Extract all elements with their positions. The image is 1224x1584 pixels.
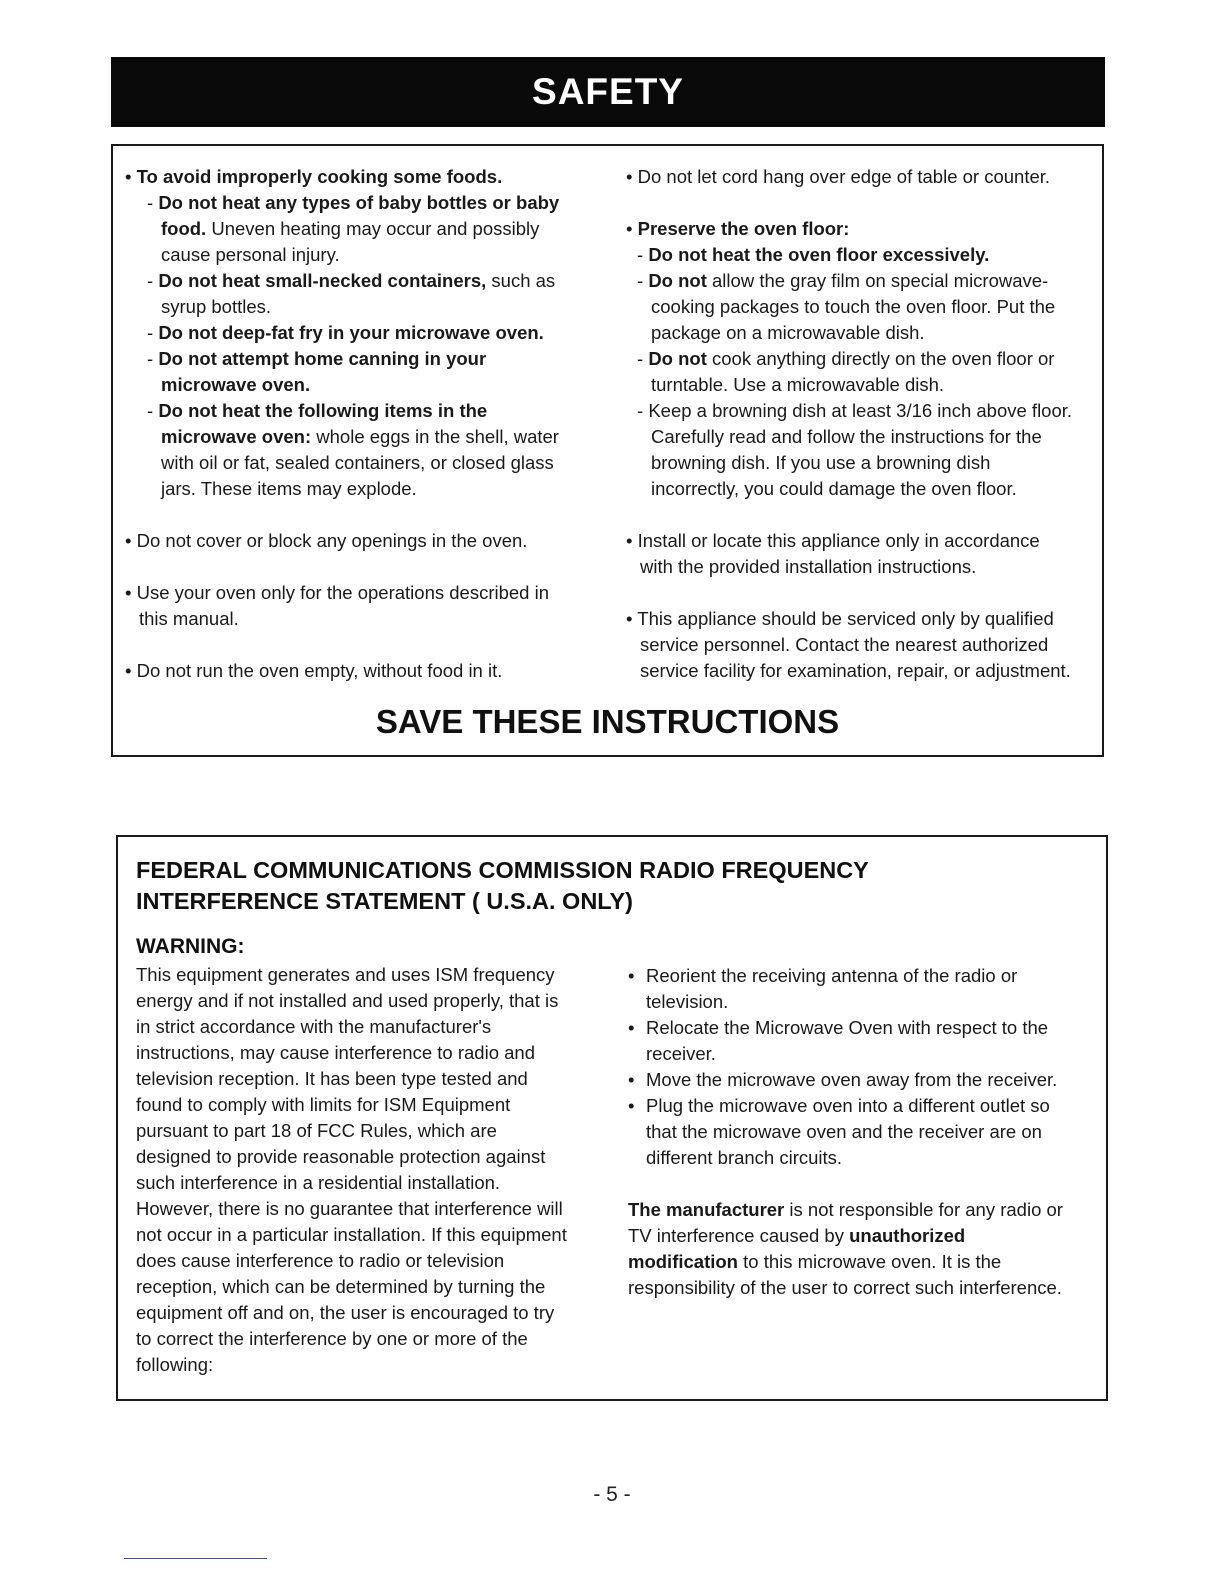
list-item: - Keep a browning dish at least 3/16 inch above floor. Carefully read and follow the instructions for the browning dish. If you use a browning dish incorrectly, you could damage the oven floor. <box>637 400 1073 499</box>
fcc-left-column: This equipment generates and uses ISM frequency energy and if not installed and used properly, that is in strict accordance with the manufacturer's instructions, may cause interference to radio and television reception. It has been type tested and found to comply with limits for ISM Equipment pursuant to part 18 of FCC Rules, which are designed to provide reasonable protection against such interference in a residential installation. However, there is no guarantee that interference will not occur in a particular installation. If this equipment does cause interference to radio or television reception, which can be determined by turning the equipment off and on, the user is encouraged to try to correct the interference by one or more of the following: <box>136 964 567 1375</box>
list-item: • Reorient the receiving antenna of the radio or television. <box>628 965 1018 1012</box>
list-item: - Do not heat small-necked containers, such as syrup bottles. <box>147 270 556 317</box>
list-item: • Preserve the oven floor: <box>626 218 850 239</box>
manufacturer-note: The manufacturer is not responsible for any radio or TV interference caused by unauthorized modification to this microwave oven. It is the responsibility of the user to correct such interference. <box>628 1199 1063 1298</box>
safety-banner: SAFETY <box>111 57 1105 127</box>
list-item: - Do not attempt home canning in your microwave oven. <box>147 348 487 395</box>
warning-heading: WARNING: <box>136 935 245 958</box>
list-item: • Do not run the oven empty, without food in it. <box>125 660 503 681</box>
list-item: • Relocate the Microwave Oven with respect to the receiver. <box>628 1017 1049 1064</box>
list-item: - Do not heat the following items in the microwave oven: whole eggs in the shell, water with oil or fat, sealed containers, or closed glass jars. These items may explode. <box>147 400 559 499</box>
list-item: - Do not deep-fat fry in your microwave oven. <box>147 322 544 343</box>
footer-rule <box>124 1558 267 1559</box>
page-number: - 5 - <box>593 1483 631 1506</box>
list-item: • To avoid improperly cooking some foods. <box>125 166 503 187</box>
fcc-statement-box <box>116 835 1108 1401</box>
list-item: - Do not heat any types of baby bottles or baby food. Uneven heating may occur and possibly cause personal injury. <box>147 192 560 265</box>
list-item: - Do not allow the gray film on special microwave- cooking packages to touch the oven floor. Put the package on a microwavable dish. <box>637 270 1056 343</box>
list-item: • Install or locate this appliance only in accordance with the provided installation instructions. <box>626 530 1040 577</box>
list-item: • Plug the microwave oven into a different outlet so that the microwave oven and the receiver are on different branch circuits. <box>628 1095 1050 1168</box>
list-item: • Use your oven only for the operations described in this manual. <box>125 582 549 629</box>
list-item: - Do not heat the oven floor excessively. <box>637 244 990 265</box>
save-instructions-heading: SAVE THESE INSTRUCTIONS <box>375 703 840 740</box>
safety-right-column <box>626 164 1102 684</box>
list-item: • Do not cover or block any openings in the oven. <box>125 530 528 551</box>
safety-left-column <box>125 164 595 684</box>
safety-box <box>111 144 1104 757</box>
fcc-right-column <box>628 963 1098 1301</box>
fcc-title: FEDERAL COMMUNICATIONS COMMISSION RADIO FREQUENCY INTERFERENCE STATEMENT ( U.S.A. ONLY) <box>136 857 869 914</box>
list-item: • Move the microwave oven away from the receiver. <box>628 1069 1058 1090</box>
list-item: - Do not cook anything directly on the oven floor or turntable. Use a microwavable dish. <box>637 348 1055 395</box>
list-item: • Do not let cord hang over edge of table or counter. <box>626 166 1051 187</box>
list-item: • This appliance should be serviced only by qualified service personnel. Contact the nearest authorized service facility for examination, repair, or adjustment. <box>626 608 1071 681</box>
